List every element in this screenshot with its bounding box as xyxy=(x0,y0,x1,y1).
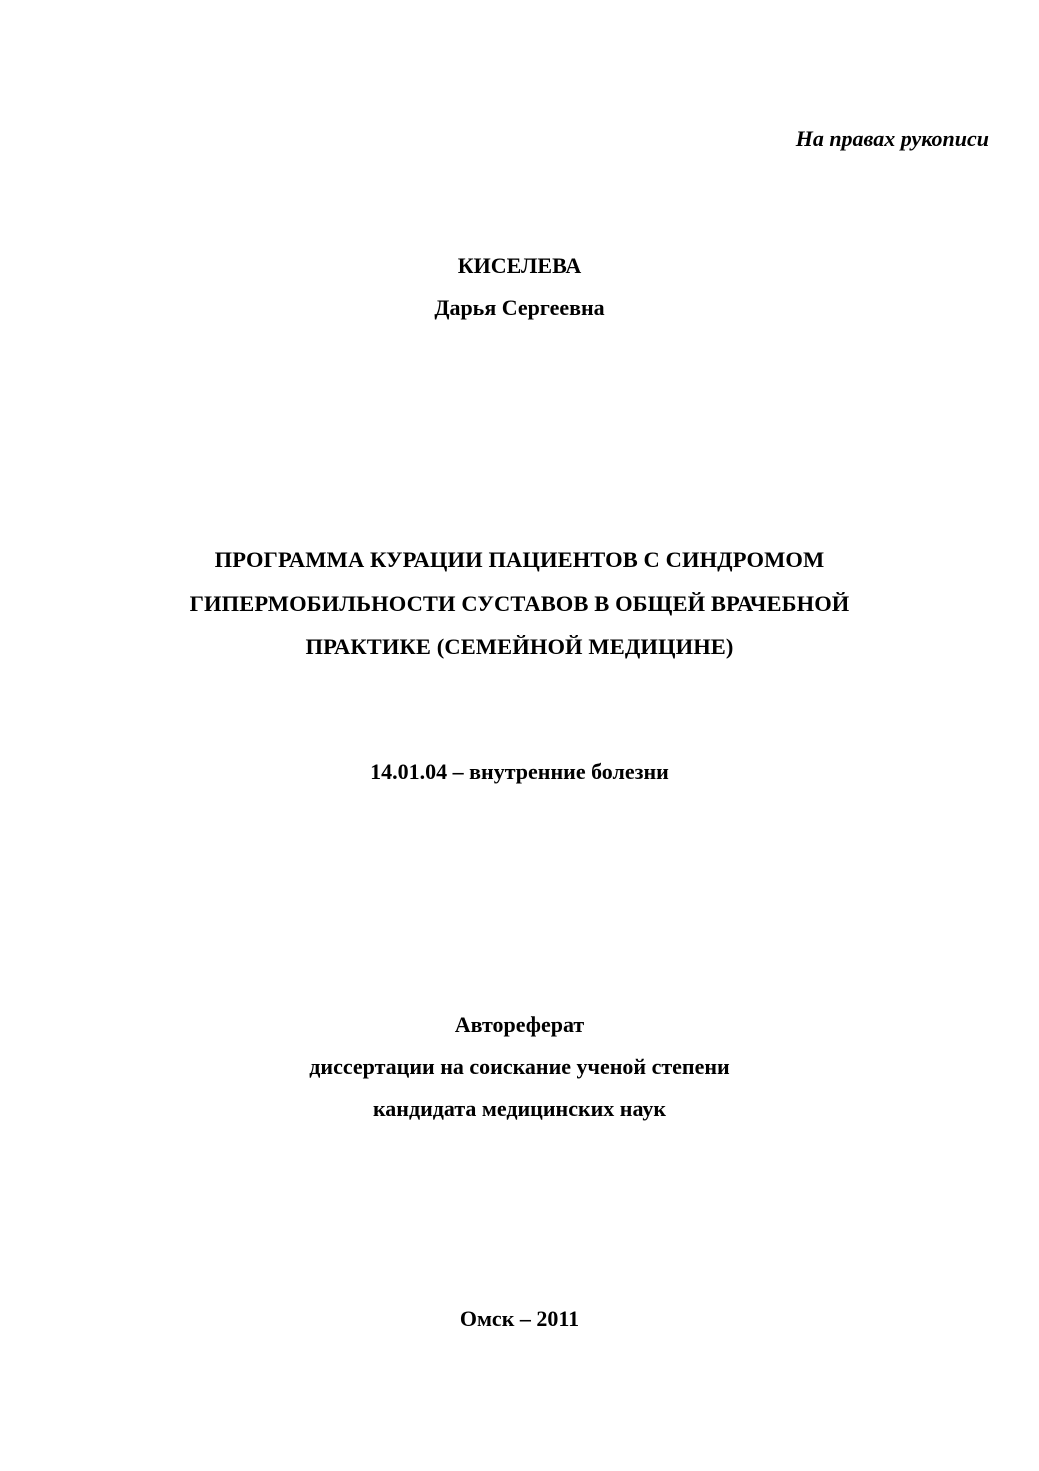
author-given-names: Дарья Сергеевна xyxy=(434,295,605,320)
specialty-code: 14.01.04 – внутренние болезни xyxy=(370,759,669,784)
title-line: ГИПЕРМОБИЛЬНОСТИ СУСТАВОВ В ОБЩЕЙ ВРАЧЕБНОЙ xyxy=(189,591,850,616)
title-line: ПРАКТИКЕ (СЕМЕЙНОЙ МЕДИЦИНЕ) xyxy=(305,634,734,659)
document-type-line: Автореферат xyxy=(454,1012,585,1037)
document-type-line: диссертации на соискание ученой степени xyxy=(309,1054,730,1079)
document-type-line: кандидата медицинских наук xyxy=(372,1096,667,1121)
manuscript-rights-note: На правах рукописи xyxy=(795,126,989,151)
title-line: ПРОГРАММА КУРАЦИИ ПАЦИЕНТОВ С СИНДРОМОМ xyxy=(214,547,825,572)
place-and-year: Омск – 2011 xyxy=(459,1306,580,1331)
author-surname: КИСЕЛЕВА xyxy=(457,253,582,278)
